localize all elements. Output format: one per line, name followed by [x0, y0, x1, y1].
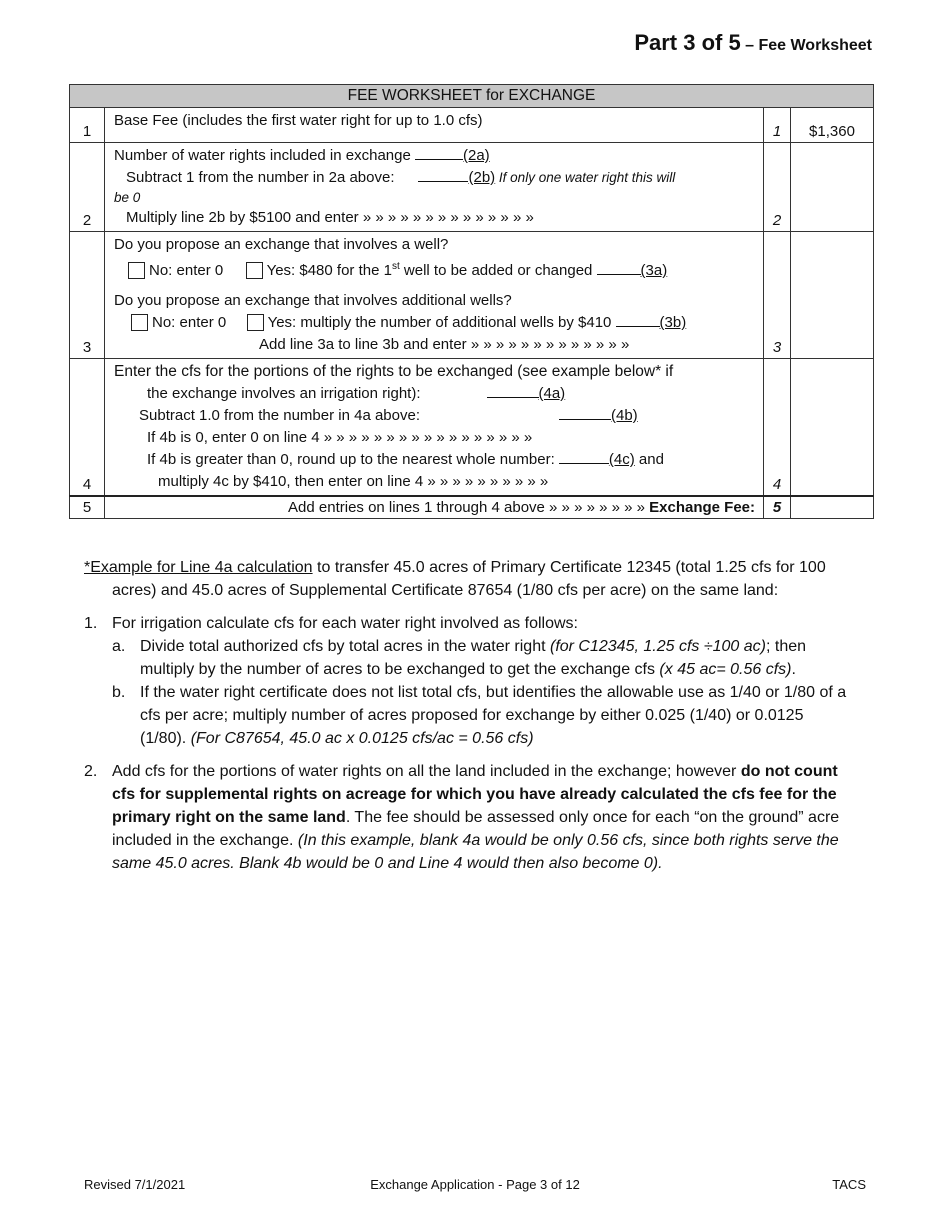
item-1a-italic-2: (x 45 ac= 0.56 cfs) [659, 661, 792, 678]
row-5-number: 5 [70, 496, 105, 519]
row-5-ref: 5 [764, 496, 791, 519]
blank-4b[interactable] [559, 405, 611, 420]
example-intro-text: to transfer 45.0 acres of Primary Certificate 12345 (total 1.25 cfs for 100 acres) and 45.0 acres of Supplemental Certificate 87654 (1/80 cfs per acre) on the same land: [112, 559, 826, 599]
item-1a-text-2: ; then multiply by the number of acres to be exchanged to get the exchange cfs [140, 638, 807, 678]
page-header [634, 30, 872, 56]
item-1a-text-1: Divide total authorized cfs by total acres in the water right [140, 638, 550, 655]
fee-worksheet-table [69, 84, 874, 519]
multiply-4c-line: multiply 4c by $410, then enter on line 4 » » » » » » » » » » [158, 473, 549, 490]
item-2-bold: do not count cfs for supplemental rights on acreage for which you have already calculated the cfs fee for the primary right on the same land [112, 763, 838, 826]
base-fee-text: Base Fee (includes the first water right for up to 1.0 cfs) [114, 112, 483, 129]
row-2-amount[interactable] [791, 143, 874, 232]
item-1a-text-3: . [791, 661, 796, 678]
additional-wells-question: Do you propose an exchange that involves additional wells? [114, 292, 512, 309]
tag-3a: (3a) [640, 262, 668, 279]
list-item-1 [84, 612, 854, 750]
yes-well-sup: st [391, 261, 400, 272]
row-4 [70, 359, 874, 497]
exchange-fee-label: Exchange Fee: [649, 499, 755, 516]
tag-3b: (3b) [659, 314, 687, 331]
no-well-checkbox[interactable] [128, 262, 145, 279]
row-5-body [105, 496, 764, 519]
item-2-marker: 2. [84, 763, 98, 780]
footer-revised: Revised 7/1/2021 [84, 1177, 186, 1192]
row-3-number: 3 [70, 232, 105, 359]
no-additional-wells-checkbox[interactable] [131, 314, 148, 331]
note-2b: If only one water right this will [495, 170, 676, 185]
row-2-number: 2 [70, 143, 105, 232]
add-3a-3b-line: Add line 3a to line 3b and enter » » » » » » » » » » » » » [259, 336, 630, 353]
item-2-text-1: Add cfs for the portions of water rights on all the land included in the exchange; however [112, 763, 741, 780]
add-lines-text: Add entries on lines 1 through 4 above » » » » » » » » [288, 499, 650, 516]
row-4-amount[interactable] [791, 359, 874, 497]
well-question: Do you propose an exchange that involves a well? [114, 236, 449, 253]
sub-list [112, 635, 854, 750]
irrigation-right-label: the exchange involves an irrigation right): [147, 385, 421, 402]
water-rights-count-label: Number of water rights included in exchange [114, 147, 415, 164]
worksheet-title: FEE WORKSHEET for EXCHANGE [70, 85, 874, 108]
row-1-ref: 1 [764, 108, 791, 143]
example-heading: *Example for Line 4a calculation [84, 559, 313, 576]
row-2-ref: 2 [764, 143, 791, 232]
item-1b-marker: b. [112, 684, 126, 701]
blank-3b[interactable] [616, 312, 660, 327]
item-1a-marker: a. [112, 638, 126, 655]
base-fee-amount: $1,360 [791, 108, 874, 143]
list-item-1b [112, 681, 854, 750]
tag-4a: (4a) [538, 385, 566, 402]
if-4b-zero-line: If 4b is 0, enter 0 on line 4 » » » » » » » » » » » » » » » » » [147, 429, 533, 446]
row-4-ref: 4 [764, 359, 791, 497]
item-1a-italic-1: (for C12345, 1.25 cfs ÷100 ac) [549, 638, 766, 655]
subtract-one-label: Subtract 1 from the number in 2a above: [126, 169, 395, 186]
blank-4c[interactable] [559, 449, 609, 464]
list-item-1a [112, 635, 854, 681]
row-3-body [105, 232, 764, 359]
header-subtitle: – Fee Worksheet [740, 37, 872, 54]
yes-additional-wells-label: Yes: multiply the number of additional wells by $410 [267, 314, 616, 331]
note-2b-cont: be 0 [114, 190, 141, 205]
yes-well-label-pre: Yes: $480 for the 1 [266, 262, 392, 279]
example-intro [84, 556, 854, 602]
tag-2b: (2b) [468, 169, 496, 186]
exchange-fee-amount[interactable] [791, 496, 874, 519]
row-2 [70, 143, 874, 232]
row-4-number: 4 [70, 359, 105, 497]
no-well-label: No: enter 0 [149, 262, 224, 279]
row-2-body [105, 143, 764, 232]
part-label: Part 3 of 5 [634, 30, 741, 55]
yes-well-checkbox[interactable] [246, 262, 263, 279]
blank-2a[interactable] [415, 145, 463, 160]
blank-2b[interactable] [418, 167, 468, 182]
footer-tacs: TACS [832, 1177, 866, 1192]
round-up-and: and [634, 451, 664, 468]
example-notes [84, 556, 854, 885]
list-item-2 [84, 760, 854, 875]
blank-3a[interactable] [597, 260, 641, 275]
row-3 [70, 232, 874, 359]
no-additional-wells-label: No: enter 0 [152, 314, 227, 331]
tag-2a: (2a) [463, 147, 490, 164]
multiply-2b-line: Multiply line 2b by $5100 and enter » » » » » » » » » » » » » » [126, 209, 534, 226]
item-1-marker: 1. [84, 615, 98, 632]
yes-additional-wells-checkbox[interactable] [247, 314, 264, 331]
item-1-text: For irrigation calculate cfs for each water right involved as follows: [112, 615, 578, 632]
cfs-instruction: Enter the cfs for the portions of the rights to be exchanged (see example below* if [114, 363, 674, 380]
item-2-text-2: . The fee should be assessed only once for each “on the ground” acre included in the exchange. [112, 809, 840, 849]
round-up-label: If 4b is greater than 0, round up to the nearest whole number: [147, 451, 559, 468]
row-4-body [105, 359, 764, 497]
blank-4a[interactable] [487, 383, 539, 398]
row-1 [70, 108, 874, 143]
row-1-text [105, 108, 764, 143]
tag-4b: (4b) [611, 407, 638, 424]
footer-page-number: Exchange Application - Page 3 of 12 [370, 1177, 580, 1192]
row-1-number: 1 [70, 108, 105, 143]
instruction-list [84, 612, 854, 875]
row-5 [70, 496, 874, 519]
row-3-amount[interactable] [791, 232, 874, 359]
item-1b-italic: (For C87654, 45.0 ac x 0.0125 cfs/ac = 0.56 cfs) [190, 730, 534, 747]
yes-well-label-post: well to be added or changed [399, 262, 597, 279]
row-3-ref: 3 [764, 232, 791, 359]
item-1b-text: If the water right certificate does not list total cfs, but identifies the allowable use as 1/40 or 1/80 of a cfs per acre; multiply number of acres proposed for exchange by either 0.025 (1/40) or 0.0125 (1/80). [140, 684, 847, 747]
item-2-italic: (In this example, blank 4a would be only 0.56 cfs, since both rights serve the same 45.0 acres. Blank 4b would be 0 and Line 4 would then also become 0). [112, 832, 839, 872]
tag-4c: (4c) [608, 451, 635, 468]
subtract-1-label: Subtract 1.0 from the number in 4a above: [139, 407, 420, 424]
